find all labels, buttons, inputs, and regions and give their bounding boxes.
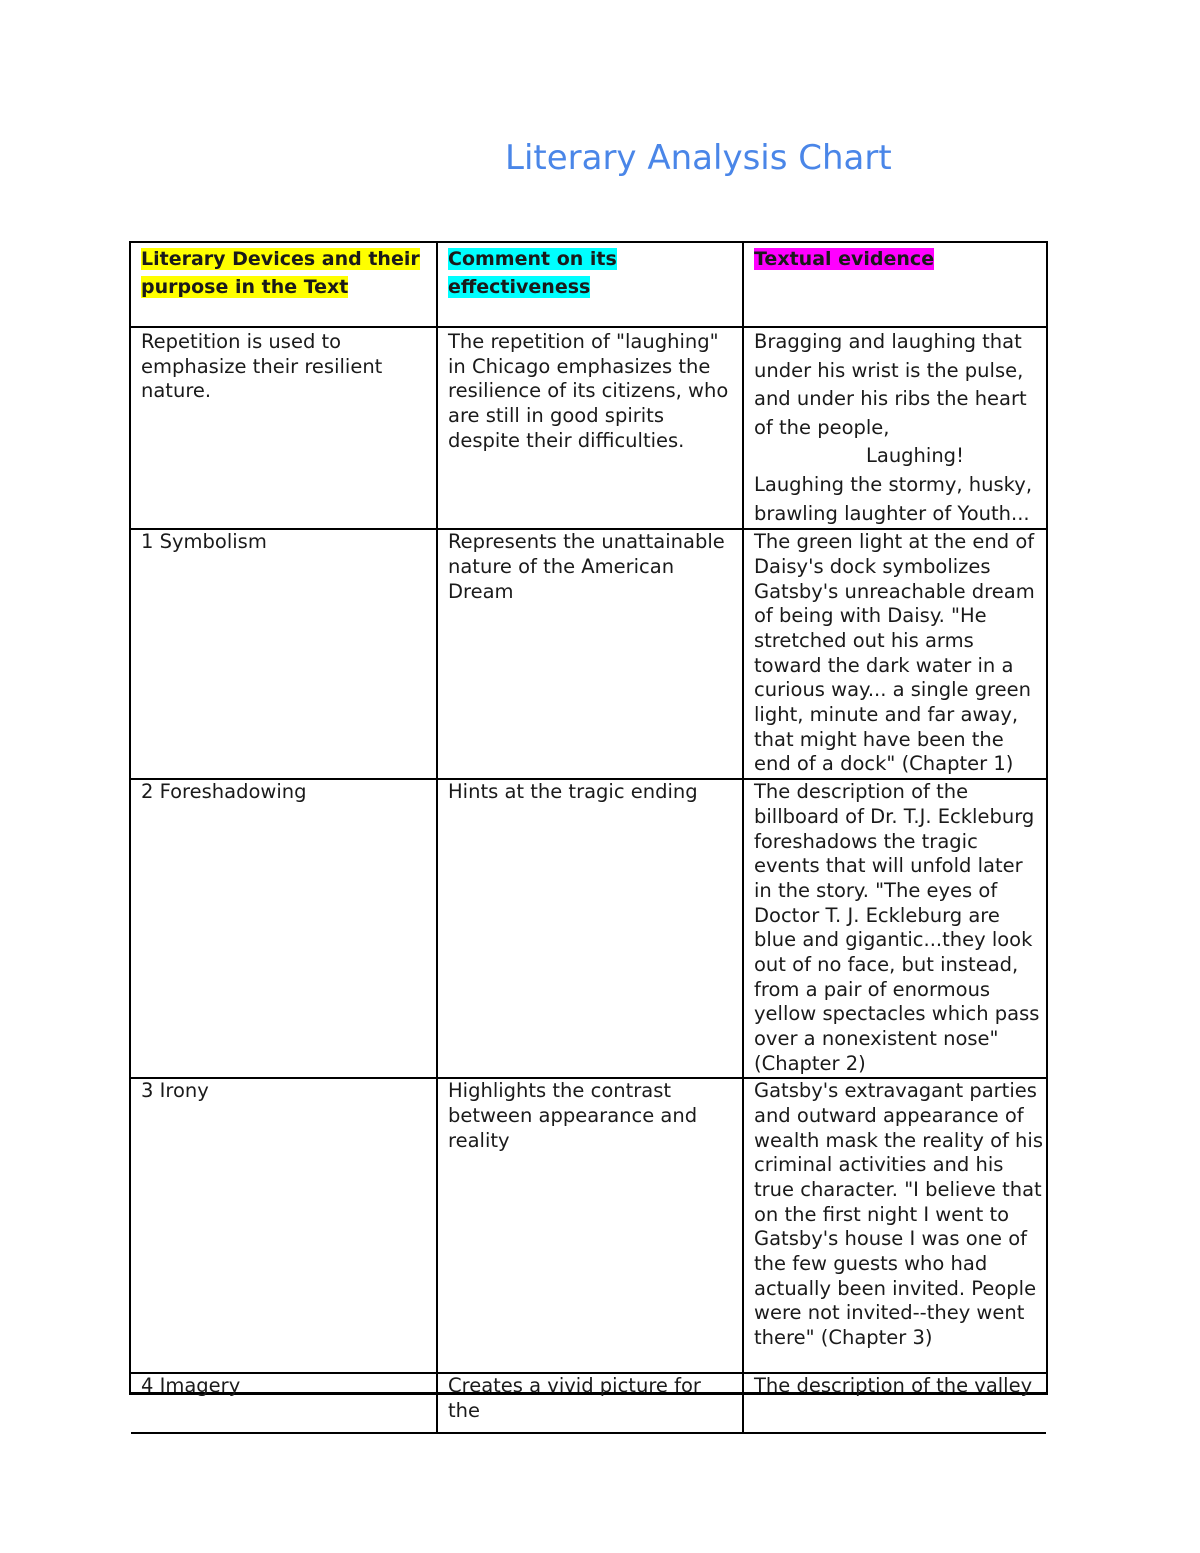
page-title: Literary Analysis Chart	[505, 138, 892, 178]
device-cell: Repetition is used to emphasize their resilient nature.	[131, 327, 437, 529]
comment-cell: Represents the unattainable nature of the American Dream	[437, 529, 743, 779]
device-cell: 1 Symbolism	[131, 529, 437, 779]
evidence-cell: The description of the valley	[743, 1373, 1046, 1433]
evidence-cell: The description of the billboard of Dr. T.J. Eckleburg foreshadows the tragic events that will unfold later in the story. "The eyes of Doctor T. J. Eckleburg are blue and gigantic...they look out of no face, but instead, from a pair of enormous yellow spectacles which pass over a nonexistent nose" (Chapter 2)	[743, 779, 1046, 1078]
evidence-cell: The green light at the end of Daisy's dock symbolizes Gatsby's unreachable dream of being with Daisy. "He stretched out his arms toward the dark water in a curious way... a single green light, minute and far away, that might have been the end of a dock" (Chapter 1)	[743, 529, 1046, 779]
evidence-cell: Gatsby's extravagant parties and outward appearance of wealth mask the reality of his criminal activities and his true character. "I believe that on the first night I went to Gatsby's house I was one of the few guests who had actually been invited. People were not invited--they went there" (Chapter 3)	[743, 1078, 1046, 1373]
header-cell-evidence	[743, 243, 1046, 327]
header-evidence: Textual evidence	[754, 248, 935, 270]
header-cell-devices	[131, 243, 437, 327]
device-cell: 3 Irony	[131, 1078, 437, 1373]
header-comment: Comment on its effectiveness	[448, 248, 617, 298]
header-cell-comment	[437, 243, 743, 327]
device-cell: 2 Foreshadowing	[131, 779, 437, 1078]
comment-cell: Hints at the tragic ending	[437, 779, 743, 1078]
table-row	[131, 327, 1046, 529]
table-row	[131, 1078, 1046, 1373]
table-row	[131, 529, 1046, 779]
table-row	[131, 1373, 1046, 1433]
header-devices: Literary Devices and their purpose in the Text	[141, 248, 420, 298]
evidence-cell	[743, 327, 1046, 529]
comment-cell: Highlights the contrast between appearance and reality	[437, 1078, 743, 1373]
comment-cell: Creates a vivid picture for the	[437, 1373, 743, 1433]
evidence-text: Bragging and laughing that under his wrist is the pulse, and under his ribs the heart of the people,	[754, 330, 1027, 439]
analysis-table	[129, 241, 1048, 1422]
comment-cell: The repetition of "laughing" in Chicago emphasizes the resilience of its citizens, who are still in good spirits despite their difficulties.	[437, 327, 743, 529]
table-header-row	[131, 243, 1046, 327]
device-cell: 4 Imagery	[131, 1373, 437, 1433]
table-row	[131, 779, 1046, 1078]
evidence-text-line3: Laughing the stormy, husky, brawling laughter of Youth...	[754, 472, 1033, 525]
analysis-table-grid	[131, 243, 1046, 1434]
evidence-text-line2: Laughing!	[866, 444, 964, 468]
